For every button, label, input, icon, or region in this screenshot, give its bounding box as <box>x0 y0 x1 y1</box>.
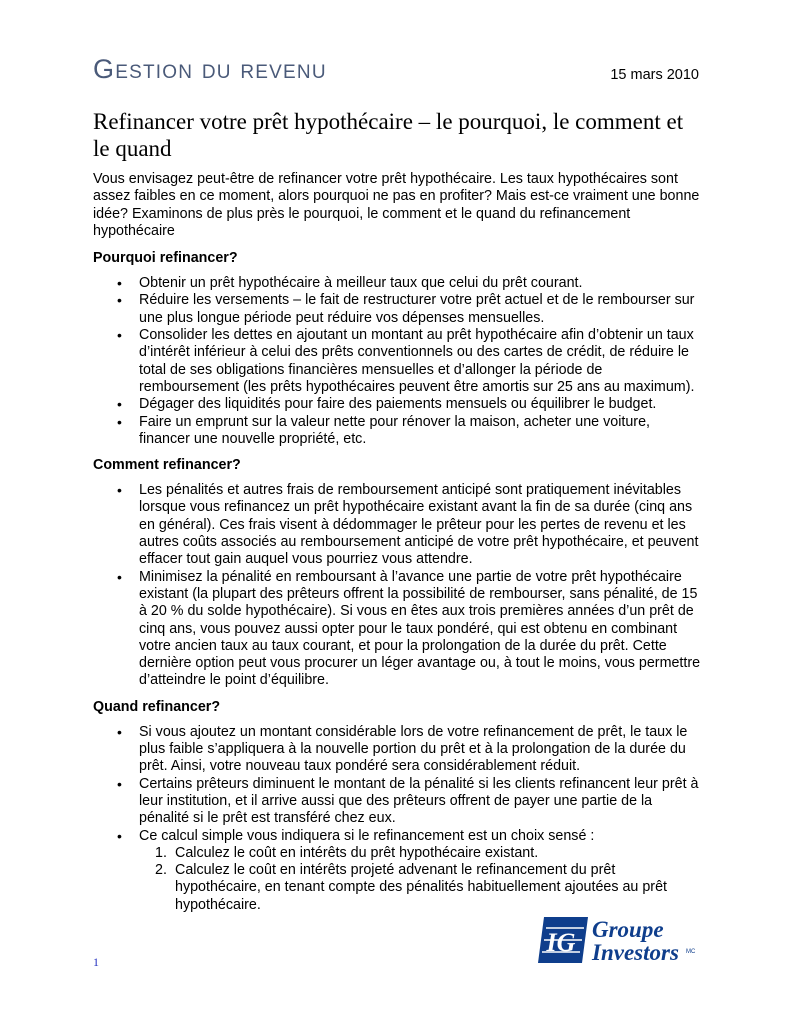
list-item <box>93 327 701 396</box>
list-item <box>93 275 701 292</box>
bullet-icon: • <box>117 568 122 585</box>
list-item-text: Obtenir un prêt hypothécaire à meilleur taux que celui du prêt courant. <box>139 275 583 292</box>
list-item-text: Consolider les dettes en ajoutant un montant au prêt hypothécaire afin d’obtenir un taux d’intérêt inférieur à celui des prêts conventionnels ou des cartes de crédit, de réduire le total de ses obligations financières mensuelles et d’allonger la période de remboursement (les prêts hypothécaires peuvent être amortis sur 25 ans au maximum). <box>139 327 695 395</box>
document-body <box>93 108 701 923</box>
bullet-icon: • <box>117 292 122 309</box>
list-item-text: Ce calcul simple vous indiquera si le refinancement est un choix sensé : <box>139 827 595 844</box>
list-item-text: Réduire les versements – le fait de restructurer votre prêt actuel et de le rembourser sur une plus longue période peut réduire vos dépenses mensuelles. <box>139 292 695 326</box>
bullet-icon: • <box>117 327 122 344</box>
list-item <box>93 724 701 776</box>
step-number: 2. <box>155 862 167 879</box>
section-heading-pourquoi: Pourquoi refinancer? <box>93 250 238 267</box>
document-date: 15 mars 2010 <box>610 67 699 83</box>
step-item <box>139 862 701 914</box>
page-number: 1 <box>93 955 99 969</box>
header-title: Gestion du revenu <box>93 54 327 84</box>
list-item <box>93 482 701 568</box>
pourquoi-list <box>93 275 701 448</box>
list-item-text: Les pénalités et autres frais de remboursement anticipé sont pratiquement inévitables lorsque vous refinancez un prêt hypothécaire existant avant la fin de sa durée (cinq ans en général). Ces frais visent à dédommager le prêteur pour les pertes de revenu et les autres coûts associés au remboursement anticipé de votre prêt hypothécaire, et peuvent effacer tout gain auquel vous pourriez vous attendre. <box>139 482 699 568</box>
step-item <box>139 845 701 862</box>
list-item-text: Faire un emprunt sur la valeur nette pour rénover la maison, acheter une voiture, financer une nouvelle propriété, etc. <box>139 413 650 447</box>
list-item <box>93 414 701 449</box>
step-text: Calculez le coût en intérêts du prêt hypothécaire existant. <box>175 844 539 861</box>
svg-text:Investors: Investors <box>592 940 679 965</box>
bullet-icon: • <box>117 482 122 499</box>
list-item <box>93 828 701 914</box>
groupe-investors-logo <box>538 915 703 965</box>
list-item-text: Certains prêteurs diminuent le montant de la pénalité si les clients refinancent leur prêt à leur institution, et il arrive aussi que des prêteurs offrent de payer une partie de la pénalité si le prêt est transféré chez eux. <box>139 775 699 827</box>
list-item-text: Dégager des liquidités pour faire des paiements mensuels ou équilibrer le budget. <box>139 396 657 413</box>
bullet-icon: • <box>117 775 122 792</box>
intro-paragraph: Vous envisagez peut-être de refinancer votre prêt hypothécaire. Les taux hypothécaires sont assez faibles en ce moment, alors pourquoi ne pas en profiter? Mais est-ce vraiment une bonne idée? Examinons de plus près le pourquoi, le comment et le quand du refinancement hypothécaire <box>93 171 700 239</box>
list-item-text: Si vous ajoutez un montant considérable lors de votre refinancement de prêt, le taux le plus faible s’appliquera à la nouvelle portion du prêt et à la prolongation de la durée du prêt. Ainsi, votre nouveau taux pondéré sera considérablement réduit. <box>139 723 688 775</box>
step-number: 1. <box>155 844 167 861</box>
svg-text:Groupe: Groupe <box>592 917 664 942</box>
list-item-text: Minimisez la pénalité en remboursant à l’avance une partie de votre prêt hypothécaire existant (la plupart des prêteurs offrent la possibilité de rembourser, sans pénalité, de 15 à 20 % du solde hypothécaire). Si vous en êtes aux trois premières années d’un prêt de cinq ans, vous pouvez aussi opter pour le taux pondéré, qui est obtenu en combinant votre ancien taux au taux courant, et pour la prolongation de la durée du prêt. Cette dernière option peut vous procurer un léger avantage ou, à tout le moins, vous permettre d’atteindre le point d’équilibre. <box>139 568 701 689</box>
calculation-steps <box>139 845 701 914</box>
svg-text:IG: IG <box>546 928 576 957</box>
document-title: Refinancer votre prêt hypothécaire – le pourquoi, le comment et le quand <box>93 109 684 161</box>
comment-list <box>93 482 701 690</box>
quand-list <box>93 724 701 914</box>
bullet-icon: • <box>117 275 122 292</box>
section-heading-quand: Quand refinancer? <box>93 698 221 715</box>
bullet-icon: • <box>117 827 122 844</box>
list-item <box>93 292 701 327</box>
step-text: Calculez le coût en intérêts projeté advenant le refinancement du prêt hypothécaire, en tenant compte des pénalités habituellement ajoutées au prêt hypothécaire. <box>175 862 667 913</box>
bullet-icon: • <box>117 396 122 413</box>
bullet-icon: • <box>117 723 122 740</box>
list-item <box>93 396 701 413</box>
svg-text:MC: MC <box>686 949 696 955</box>
section-heading-comment: Comment refinancer? <box>93 457 241 474</box>
list-item <box>93 776 701 828</box>
bullet-icon: • <box>117 413 122 430</box>
list-item <box>93 569 701 690</box>
